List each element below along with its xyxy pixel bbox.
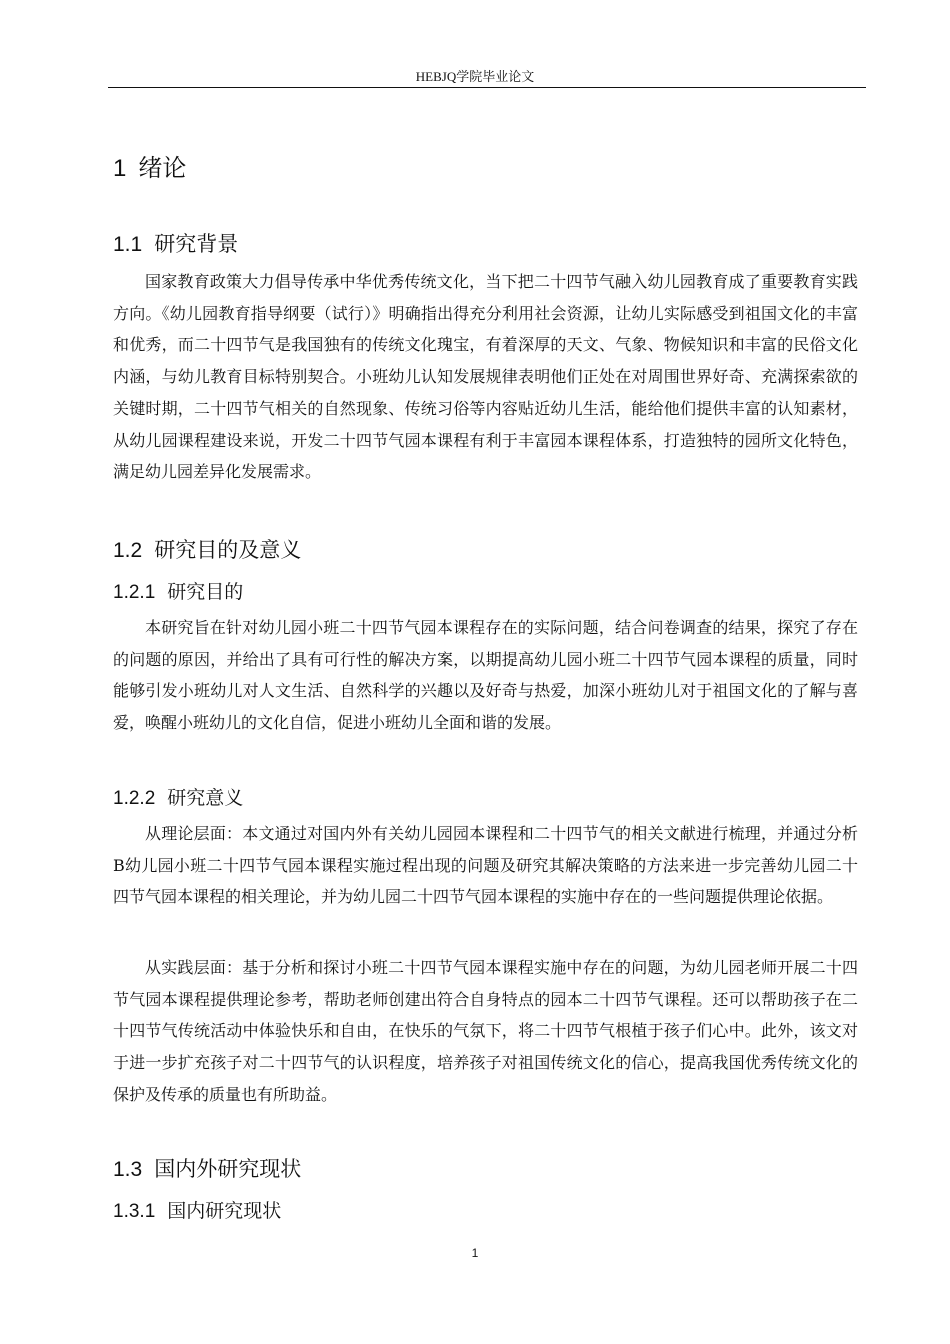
- subsection-heading-1-3-1: [113, 1196, 281, 1223]
- subsection-number: 1.2.2: [113, 788, 156, 809]
- section-number: 1.3: [113, 1158, 143, 1181]
- subsection-heading-1-2-2: [113, 783, 243, 810]
- chapter-title: 绪论: [138, 154, 187, 182]
- header-rule: [108, 87, 866, 88]
- chapter-heading: [113, 148, 186, 183]
- section-title: 研究目的及意义: [154, 538, 302, 562]
- section-heading-1-2: [113, 534, 301, 564]
- paragraph-research-background: 国家教育政策大力倡导传承中华优秀传统文化，当下把二十四节气融入幼儿园教育成了重要教育实践方向。《幼儿园教育指导纲要（试行）》明确指出得充分利用社会资源，让幼儿实际感受到祖国文化的丰富和优秀，而二十四节气是我国独有的传统文化瑰宝，有着深厚的天文、气象、物候知识和丰富的民俗文化内涵，与幼儿教育目标特别契合。小班幼儿认知发展规律表明他们正处在对周围世界好奇、充满探索欲的关键时期，二十四节气相关的自然现象、传统习俗等内容贴近幼儿生活，能给他们提供丰富的认知素材，从幼儿园课程建设来说，开发二十四节气园本课程有利于丰富园本课程体系，打造独特的园所文化特色，满足幼儿园差异化发展需求。: [113, 272, 858, 482]
- subsection-number: 1.3.1: [113, 1201, 156, 1222]
- section-number: 1.2: [113, 539, 143, 562]
- page-number: 1: [471, 1246, 479, 1260]
- section-heading-1-1: [113, 228, 238, 258]
- chapter-number: 1: [113, 155, 127, 182]
- section-number: 1.1: [113, 233, 143, 256]
- section-title: 国内外研究现状: [154, 1157, 302, 1181]
- paragraph-research-purpose: 本研究旨在针对幼儿园小班二十四节气园本课程存在的实际问题，结合问卷调查的结果，探究了存在的问题的原因，并给出了具有可行性的解决方案，以期提高幼儿园小班二十四节气园本课程的质量，同时能够引发小班幼儿对人文生活、自然科学的兴趣以及好奇与热爱，加深小班幼儿对于祖国文化的了解与喜爱，唤醒小班幼儿的文化自信，促进小班幼儿全面和谐的发展。: [113, 618, 858, 733]
- running-header: HEBJQ学院毕业论文: [415, 69, 535, 84]
- subsection-title: 研究目的: [167, 581, 244, 603]
- subsection-number: 1.2.1: [113, 582, 156, 603]
- paragraph-theoretical-significance: 从理论层面：本文通过对国内外有关幼儿园园本课程和二十四节气的相关文献进行梳理，并通过分析B幼儿园小班二十四节气园本课程实施过程出现的问题及研究其解决策略的方法来进一步完善幼儿园二十四节气园本课程的相关理论，并为幼儿园二十四节气园本课程的实施中存在的一些问题提供理论依据。: [113, 824, 858, 907]
- section-title: 研究背景: [154, 232, 239, 256]
- subsection-heading-1-2-1: [113, 577, 243, 604]
- section-heading-1-3: [113, 1153, 301, 1183]
- subsection-title: 国内研究现状: [167, 1200, 282, 1222]
- subsection-title: 研究意义: [167, 787, 244, 809]
- paragraph-practical-significance: 从实践层面：基于分析和探讨小班二十四节气园本课程实施中存在的问题，为幼儿园老师开展二十四节气园本课程提供理论参考，帮助老师创建出符合自身特点的园本二十四节气课程。还可以帮助孩子在二十四节气传统活动中体验快乐和自由，在快乐的气氛下，将二十四节气根植于孩子们心中。此外，该文对于进一步扩充孩子对二十四节气的认识程度，培养孩子对祖国传统文化的信心，提高我国优秀传统文化的保护及传承的质量也有所助益。: [113, 958, 858, 1104]
